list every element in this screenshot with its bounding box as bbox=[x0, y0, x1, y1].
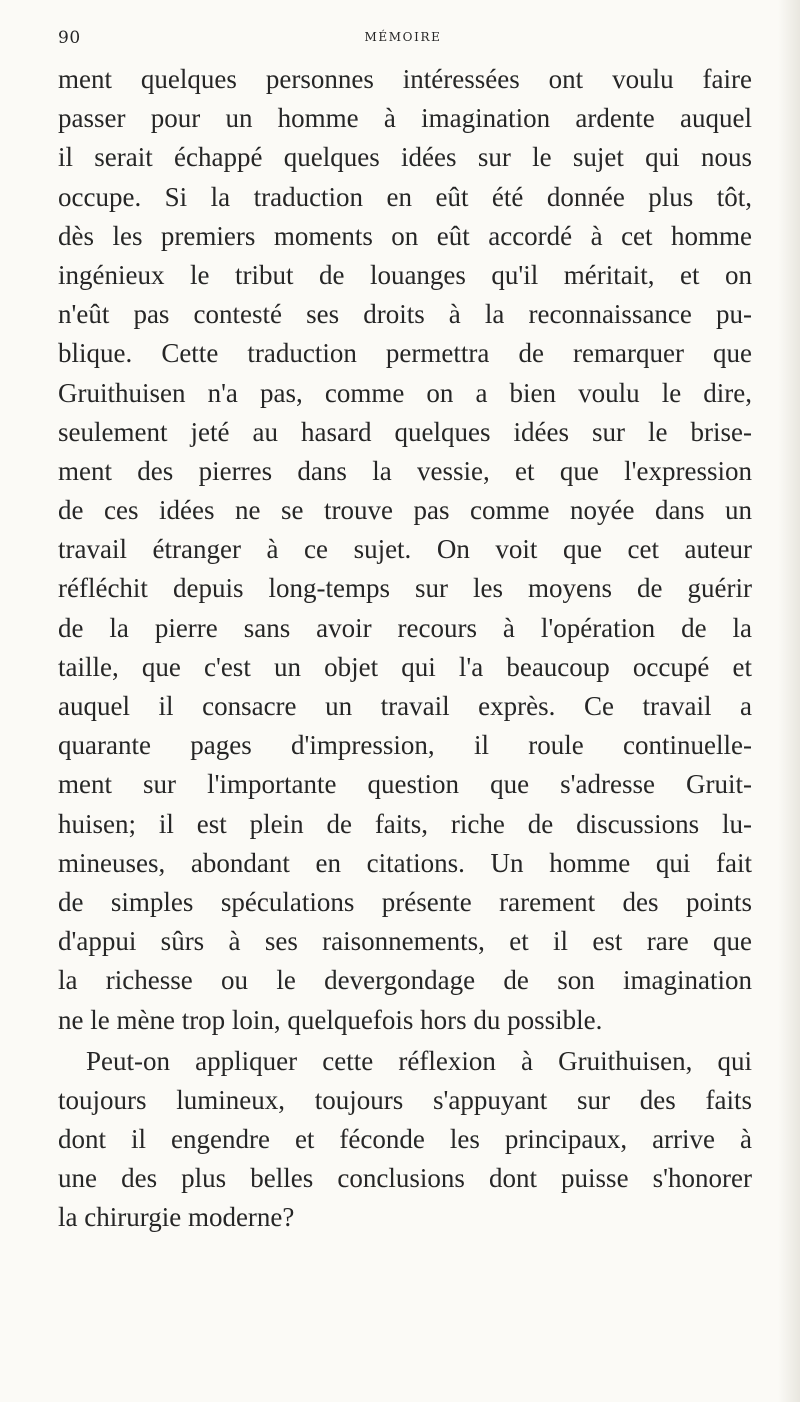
text-line: passer pour un homme à imagination ardente auquel bbox=[58, 103, 752, 134]
text-line: n'eût pas contesté ses droits à la reconnaissance pu- bbox=[58, 299, 752, 330]
text-line: il serait échappé quelques idées sur le sujet qui nous bbox=[58, 142, 752, 173]
text-line: ingénieux le tribut de louanges qu'il méritait, et on bbox=[58, 259, 752, 290]
text-line: dont il engendre et féconde les principaux, arrive à bbox=[58, 1124, 752, 1155]
text-line: travail étranger à ce sujet. On voit que cet auteur bbox=[58, 534, 752, 565]
text-line: auquel il consacre un travail exprès. Ce travail a bbox=[58, 691, 752, 721]
text-line: huisen; il est plein de faits, riche de discussions lu- bbox=[58, 808, 752, 839]
text-line: ne le mène trop loin, quelquefois hors du possible. bbox=[58, 1004, 603, 1035]
text-line: de simples spéculations présente rarement des points bbox=[58, 886, 752, 917]
page-number: 90 bbox=[58, 28, 81, 48]
text-line: occupe. Si la traduction en eût été donnée plus tôt, bbox=[58, 181, 752, 212]
text-line: ment sur l'importante question que s'adresse Gruit- bbox=[58, 769, 752, 800]
text-line: mineuses, abondant en citations. Un homme qui fait bbox=[58, 847, 752, 878]
text-line: quarante pages d'impression, il roule continuelle- bbox=[58, 730, 752, 761]
paragraph-2 bbox=[58, 1042, 752, 1238]
text-line: taille, que c'est un objet qui l'a beaucoup occupé et bbox=[58, 651, 752, 682]
text-line: Peut-on appliquer cette réflexion à Gruithuisen, qui bbox=[86, 1045, 752, 1076]
body-text bbox=[58, 60, 752, 1238]
text-line: d'appui sûrs à ses raisonnements, et il est rare que bbox=[58, 926, 752, 957]
page-edge-shadow bbox=[778, 0, 800, 1402]
text-line: blique. Cette traduction permettra de remarquer que bbox=[58, 338, 752, 369]
text-line: toujours lumineux, toujours s'appuyant sur des faits bbox=[58, 1084, 752, 1115]
paragraph-1 bbox=[58, 60, 752, 1040]
text-line: seulement jeté au hasard quelques idées sur le brise- bbox=[58, 416, 752, 447]
text-line: de la pierre sans avoir recours à l'opération de la bbox=[58, 612, 752, 643]
text-line: ment des pierres dans la vessie, et que l'expression bbox=[58, 455, 752, 486]
text-line: une des plus belles conclusions dont puisse s'honorer bbox=[58, 1163, 752, 1194]
text-line: Gruithuisen n'a pas, comme on a bien voulu le dire, bbox=[58, 377, 752, 408]
running-title: MÉMOIRE bbox=[364, 30, 442, 44]
text-line: ment quelques personnes intéressées ont voulu faire bbox=[58, 64, 752, 94]
text-line: dès les premiers moments on eût accordé à cet homme bbox=[58, 220, 752, 251]
text-line: de ces idées ne se trouve pas comme noyée dans un bbox=[58, 495, 752, 526]
running-header bbox=[58, 28, 748, 56]
text-line: la chirurgie moderne? bbox=[58, 1202, 295, 1233]
text-line: la richesse ou le devergondage de son imagination bbox=[58, 965, 752, 996]
text-line: réfléchit depuis long-temps sur les moyens de guérir bbox=[58, 573, 752, 604]
